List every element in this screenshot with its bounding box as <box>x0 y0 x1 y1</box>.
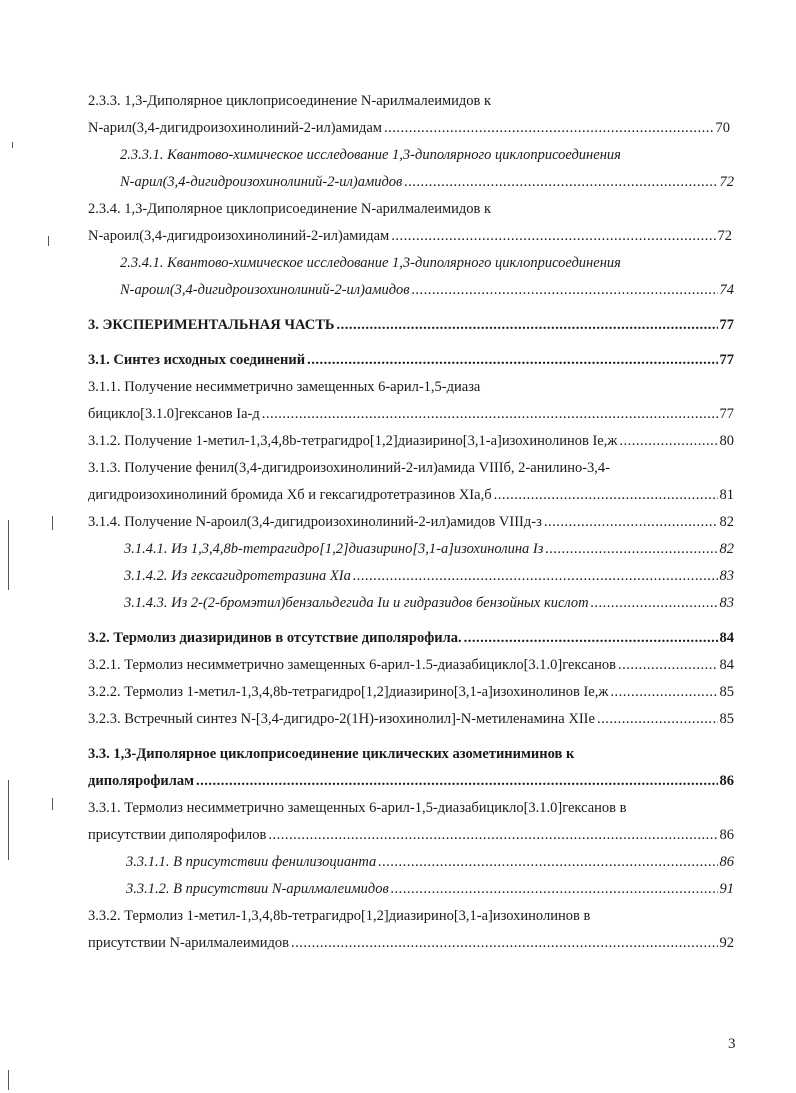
toc-entry-text: 3.3.1.2. В присутствии N-арилмалеимидов <box>126 881 389 897</box>
scan-speck <box>52 798 53 810</box>
toc-leader-dots <box>591 594 718 612</box>
toc-page-number: 82 <box>719 541 734 557</box>
toc-entry-2-3-4-1-line1: 2.3.4.1. Квантово-химическое исследование 1,3-диполярного циклоприсоединения <box>120 255 621 271</box>
toc-entry-3-3-line1: 3.3. 1,3-Диполярное циклоприсоединение циклических азометиниминов к <box>88 746 575 762</box>
toc-entry-text: 3.2.2. Термолиз 1-метил-1,3,4,8b-тетрагидро[1,2]диазирино[3,1-а]изохинолинов Iе,ж <box>88 684 609 700</box>
toc-entry-text: 3.2.1. Термолиз несимметрично замещенных 6-арил-1.5-диазабицикло[3.1.0]гексанов <box>88 657 617 673</box>
toc-entry-3[interactable] <box>88 316 734 334</box>
toc-leader-dots <box>597 710 718 728</box>
toc-leader-dots <box>307 351 717 369</box>
toc-entry-3-1-2[interactable] <box>88 432 734 450</box>
scan-speck <box>52 516 53 530</box>
toc-page-number: 84 <box>719 657 734 673</box>
toc-leader-dots <box>412 281 718 299</box>
toc-leader-dots <box>619 432 717 450</box>
toc-entry-3-1-4-3[interactable] <box>124 594 734 612</box>
toc-entry-2-3-3-line1: 2.3.3. 1,3-Диполярное циклоприсоединение N-арилмалеимидов к <box>88 93 492 109</box>
scan-speck <box>8 520 9 590</box>
toc-entry-text: 3.1.4. Получение N-ароил(3,4-дигидроизохинолиний-2-ил)амидов VIIIд-з <box>88 514 542 530</box>
toc-entry-3-2-1[interactable] <box>88 656 734 674</box>
toc-entry-3-3-1-2[interactable] <box>126 880 734 898</box>
toc-leader-dots <box>391 880 718 898</box>
toc-leader-dots <box>464 629 718 647</box>
toc-page-number: 85 <box>719 684 734 700</box>
toc-entry-text: присутствии диполярофилов <box>88 827 267 843</box>
toc-page-number: 86 <box>719 827 734 843</box>
toc-entry-3-1-4[interactable] <box>88 513 734 531</box>
toc-entry-3-3-1-1[interactable] <box>126 853 734 871</box>
toc-entry-3-3-1-line1: 3.3.1. Термолиз несимметрично замещенных 6-арил-1,5-диазабицикло[3.1.0]гексанов в <box>88 800 627 816</box>
toc-entry-3-1-4-2[interactable] <box>124 567 734 585</box>
toc-entry-text: 3.1.4.2. Из гексагидротетразина XIа <box>124 568 351 584</box>
toc-entry-text: N-арил(3,4-дигидроизохинолиний-2-ил)амидам <box>88 120 382 136</box>
scan-speck <box>12 142 13 148</box>
toc-page-number: 77 <box>719 352 734 368</box>
toc-page-number: 72 <box>717 228 732 244</box>
toc-leader-dots <box>262 405 718 423</box>
toc-leader-dots <box>544 513 718 531</box>
toc-entry-3-2-3[interactable] <box>88 710 734 728</box>
toc-entry-2-3-4[interactable] <box>88 227 732 245</box>
toc-leader-dots <box>391 227 715 245</box>
toc-page-number: 91 <box>719 881 734 897</box>
toc-leader-dots <box>404 173 717 191</box>
toc-entry-3-1-3-line1: 3.1.3. Получение фенил(3,4-дигидроизохинолиний-2-ил)амида VIIIб, 2-анилино-3,4- <box>88 460 611 476</box>
toc-entry-2-3-4-1[interactable] <box>120 281 734 299</box>
toc-entry-text: 3.2. Термолиз диазиридинов в отсутствие диполярофила. <box>88 630 462 646</box>
toc-page-number: 72 <box>719 174 734 190</box>
toc-entry-2-3-3-1[interactable] <box>120 173 734 191</box>
toc-leader-dots <box>545 540 717 558</box>
toc-entry-text: 3. ЭКСПЕРИМЕНТАЛЬНАЯ ЧАСТЬ <box>88 317 335 333</box>
toc-entry-text: 3.1.4.1. Из 1,3,4,8b-тетрагидро[1,2]диазирино[3,1-а]изохинолина Iз <box>124 541 544 557</box>
toc-page-number: 92 <box>719 935 734 951</box>
toc-leader-dots <box>610 683 717 701</box>
toc-page-number: 83 <box>719 568 734 584</box>
toc-entry-3-3-2-line1: 3.3.2. Термолиз 1-метил-1,3,4,8b-тетрагидро[1,2]диазирино[3,1-а]изохинолинов в <box>88 908 591 924</box>
toc-page-number: 86 <box>719 773 734 789</box>
scan-speck <box>48 236 49 246</box>
toc-entry-3-1[interactable] <box>88 351 734 369</box>
toc-entry-text: N-арил(3,4-дигидроизохинолиний-2-ил)амидов <box>120 174 403 190</box>
toc-page-number: 82 <box>719 514 734 530</box>
toc-page-number: 81 <box>719 487 734 503</box>
toc-page-number: 83 <box>719 595 734 611</box>
toc-leader-dots <box>353 567 718 585</box>
toc-page-number: 77 <box>719 317 734 333</box>
toc-page-number: 84 <box>719 630 734 646</box>
toc-leader-dots <box>336 316 717 334</box>
toc-entry-text: 3.1.4.3. Из 2-(2-бромэтил)бензальдегида Iи и гидразидов бензойных кислот <box>124 595 589 611</box>
toc-entry-text: дигидроизохинолиний бромида Xб и гексагидротетразинов XIа,б <box>88 487 492 503</box>
toc-entry-text: 3.1. Синтез исходных соединений <box>88 352 306 368</box>
toc-entry-text: бицикло[3.1.0]гексанов Iа-д <box>88 406 260 422</box>
toc-leader-dots <box>291 934 717 952</box>
toc-entry-2-3-3[interactable] <box>88 119 730 137</box>
scan-speck <box>8 1070 9 1090</box>
toc-page-number: 80 <box>719 433 734 449</box>
toc-entry-3-3-2[interactable] <box>88 934 734 952</box>
toc-entry-3-1-4-1[interactable] <box>124 540 734 558</box>
toc-entry-3-3[interactable] <box>88 772 734 790</box>
toc-leader-dots <box>196 772 717 790</box>
toc-page-number: 70 <box>715 120 730 136</box>
toc-leader-dots <box>384 119 714 137</box>
toc-entry-3-1-1-line1: 3.1.1. Получение несимметрично замещенных 6-арил-1,5-диаза <box>88 379 481 395</box>
toc-entry-3-1-3[interactable] <box>88 486 734 504</box>
toc-entry-text: диполярофилам <box>88 773 195 789</box>
toc-entry-3-2[interactable] <box>88 629 734 647</box>
toc-entry-3-3-1[interactable] <box>88 826 734 844</box>
toc-page-number: 77 <box>719 406 734 422</box>
toc-entry-text: N-ароил(3,4-дигидроизохинолиний-2-ил)амидов <box>120 282 410 298</box>
toc-entry-text: 3.2.3. Встречный синтез N-[3,4-дигидро-2(1H)-изохинолил]-N-метиленамина XIIе <box>88 711 595 727</box>
toc-entry-text: 3.3.1.1. В присутствии фенилизоцианта <box>126 854 377 870</box>
toc-entry-2-3-3-1-line1: 2.3.3.1. Квантово-химическое исследование 1,3-диполярного циклоприсоединения <box>120 147 621 163</box>
toc-entry-text: N-ароил(3,4-дигидроизохинолиний-2-ил)амидам <box>88 228 390 244</box>
toc-entry-text: присутствии N-арилмалеимидов <box>88 935 290 951</box>
toc-leader-dots <box>618 656 717 674</box>
scan-speck <box>8 780 9 860</box>
toc-leader-dots <box>494 486 718 504</box>
toc-entry-text: 3.1.2. Получение 1-метил-1,3,4,8b-тетрагидро[1,2]диазирино[3,1-а]изохинолинов Iе,ж <box>88 433 618 449</box>
toc-leader-dots <box>268 826 717 844</box>
toc-entry-2-3-4-line1: 2.3.4. 1,3-Диполярное циклоприсоединение N-арилмалеимидов к <box>88 201 492 217</box>
toc-page-number: 74 <box>719 282 734 298</box>
toc-entry-3-2-2[interactable] <box>88 683 734 701</box>
toc-entry-3-1-1[interactable] <box>88 405 734 423</box>
toc-leader-dots <box>378 853 717 871</box>
toc-page-number: 85 <box>719 711 734 727</box>
toc-page-number: 86 <box>719 854 734 870</box>
page-number: 3 <box>728 1036 736 1052</box>
